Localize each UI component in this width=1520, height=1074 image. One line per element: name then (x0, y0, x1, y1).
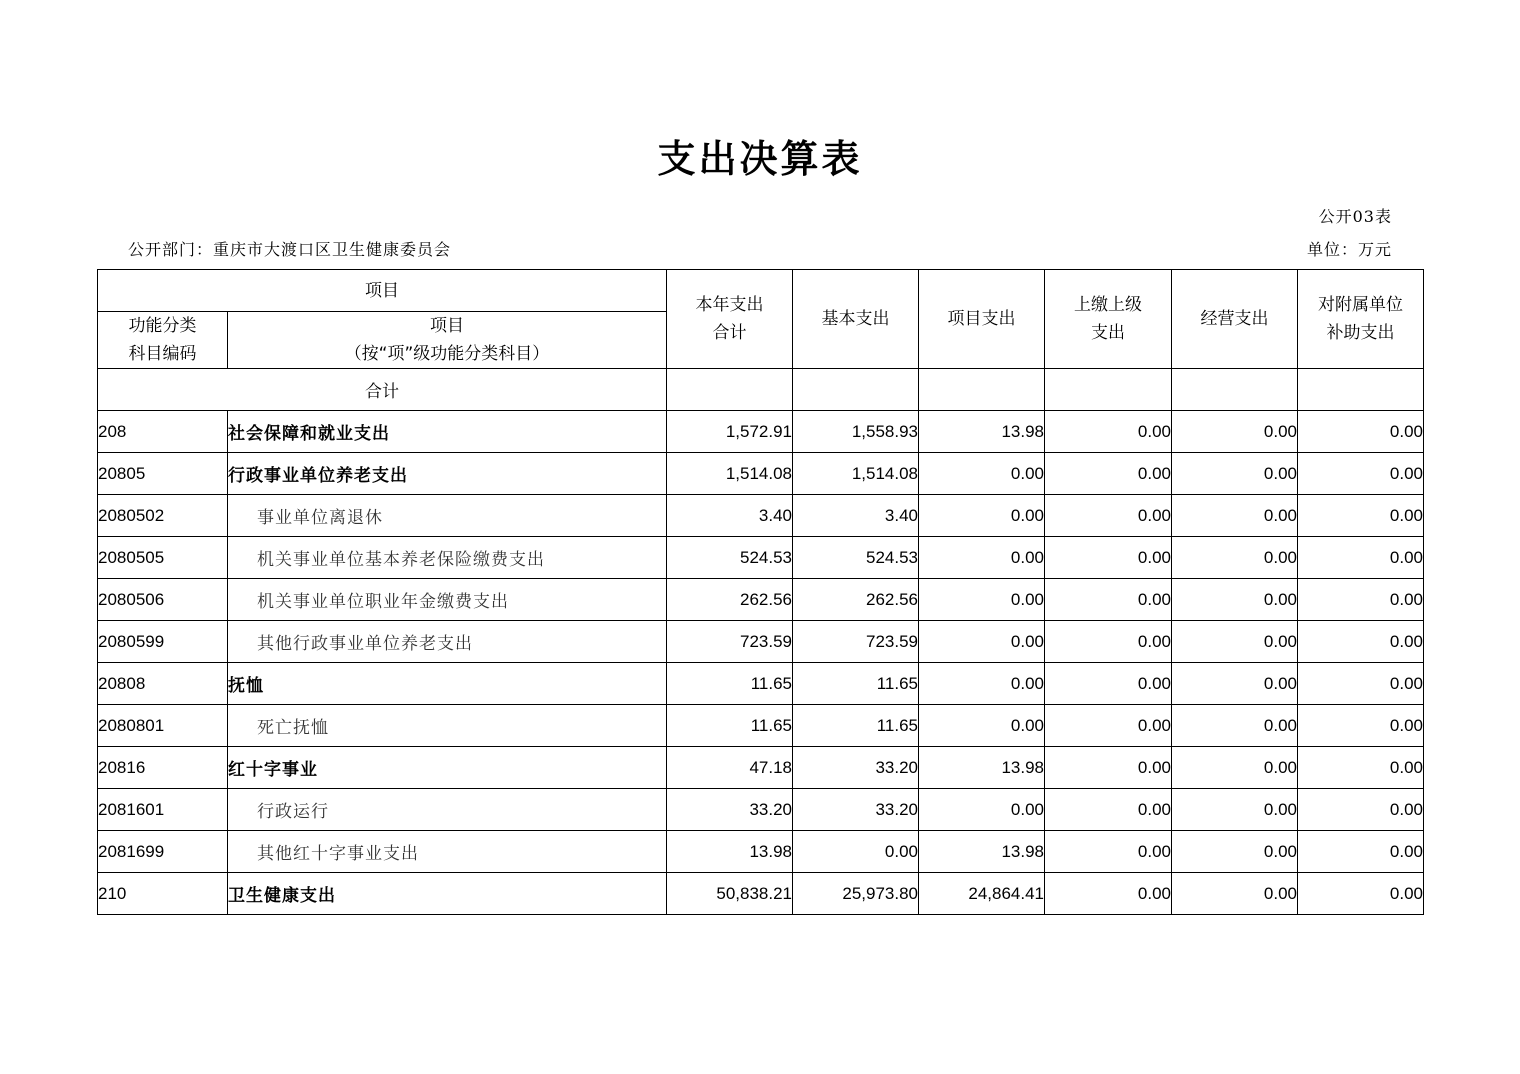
basic-cell: 723.59 (793, 621, 919, 663)
subsidy-cell: 0.00 (1298, 495, 1424, 537)
upper-cell: 0.00 (1045, 789, 1172, 831)
item-name-cell: 其他红十字事业支出 (228, 831, 667, 873)
code-cell: 2080502 (98, 495, 228, 537)
header-total: 本年支出 合计 (667, 270, 793, 369)
item-name-cell: 行政运行 (228, 789, 667, 831)
basic-cell: 3.40 (793, 495, 919, 537)
table-row (98, 789, 1424, 831)
upper-cell: 0.00 (1045, 453, 1172, 495)
upper-cell (1045, 369, 1172, 411)
code-cell: 210 (98, 873, 228, 915)
header-subsidy: 对附属单位 补助支出 (1298, 270, 1424, 369)
total-cell: 47.18 (667, 747, 793, 789)
subsidy-cell: 0.00 (1298, 873, 1424, 915)
business-cell: 0.00 (1172, 579, 1298, 621)
total-label: 合计 (98, 369, 667, 411)
total-cell: 3.40 (667, 495, 793, 537)
basic-cell: 0.00 (793, 831, 919, 873)
table-row (98, 831, 1424, 873)
total-row (98, 369, 1424, 411)
upper-cell: 0.00 (1045, 747, 1172, 789)
total-cell: 11.65 (667, 705, 793, 747)
table-row (98, 579, 1424, 621)
item-name-cell: 事业单位离退休 (228, 495, 667, 537)
total-cell: 50,838.21 (667, 873, 793, 915)
header-code: 功能分类 科目编码 (98, 312, 228, 369)
item-name-cell: 行政事业单位养老支出 (228, 453, 667, 495)
upper-cell: 0.00 (1045, 537, 1172, 579)
business-cell: 0.00 (1172, 495, 1298, 537)
project-cell: 0.00 (919, 495, 1045, 537)
subsidy-cell: 0.00 (1298, 663, 1424, 705)
upper-cell: 0.00 (1045, 705, 1172, 747)
table-row (98, 537, 1424, 579)
table-row (98, 747, 1424, 789)
subsidy-cell: 0.00 (1298, 789, 1424, 831)
total-cell: 13.98 (667, 831, 793, 873)
basic-cell: 1,558.93 (793, 411, 919, 453)
code-cell: 20808 (98, 663, 228, 705)
page-title: 支出决算表 (657, 137, 863, 181)
total-cell (667, 369, 793, 411)
upper-cell: 0.00 (1045, 495, 1172, 537)
total-cell: 1,572.91 (667, 411, 793, 453)
subsidy-cell: 0.00 (1298, 411, 1424, 453)
basic-cell: 11.65 (793, 705, 919, 747)
item-name-cell: 抚恤 (228, 663, 667, 705)
item-name-cell: 红十字事业 (228, 747, 667, 789)
basic-cell: 33.20 (793, 747, 919, 789)
upper-cell: 0.00 (1045, 831, 1172, 873)
subsidy-cell (1298, 369, 1424, 411)
project-cell: 13.98 (919, 411, 1045, 453)
project-cell: 0.00 (919, 537, 1045, 579)
subsidy-cell: 0.00 (1298, 747, 1424, 789)
table-row (98, 705, 1424, 747)
header-basic: 基本支出 (793, 270, 919, 369)
item-name-cell: 死亡抚恤 (228, 705, 667, 747)
basic-cell (793, 369, 919, 411)
project-cell: 13.98 (919, 747, 1045, 789)
table-row (98, 663, 1424, 705)
code-cell: 2080505 (98, 537, 228, 579)
business-cell: 0.00 (1172, 789, 1298, 831)
basic-cell: 524.53 (793, 537, 919, 579)
upper-cell: 0.00 (1045, 663, 1172, 705)
table-row (98, 411, 1424, 453)
table-row (98, 453, 1424, 495)
upper-cell: 0.00 (1045, 579, 1172, 621)
business-cell: 0.00 (1172, 453, 1298, 495)
total-cell: 11.65 (667, 663, 793, 705)
table-row (98, 495, 1424, 537)
subsidy-cell: 0.00 (1298, 831, 1424, 873)
item-name-cell: 其他行政事业单位养老支出 (228, 621, 667, 663)
form-number: 公开03表 (1318, 207, 1392, 226)
project-cell: 24,864.41 (919, 873, 1045, 915)
business-cell: 0.00 (1172, 747, 1298, 789)
subsidy-cell: 0.00 (1298, 621, 1424, 663)
code-cell: 20816 (98, 747, 228, 789)
unit-label: 单位：万元 (1306, 240, 1392, 259)
basic-cell: 1,514.08 (793, 453, 919, 495)
project-cell: 0.00 (919, 453, 1045, 495)
total-cell: 1,514.08 (667, 453, 793, 495)
business-cell: 0.00 (1172, 873, 1298, 915)
code-cell: 208 (98, 411, 228, 453)
item-name-cell: 机关事业单位职业年金缴费支出 (228, 579, 667, 621)
total-cell: 262.56 (667, 579, 793, 621)
code-cell: 2080801 (98, 705, 228, 747)
business-cell: 0.00 (1172, 411, 1298, 453)
total-cell: 524.53 (667, 537, 793, 579)
code-cell: 2080599 (98, 621, 228, 663)
subsidy-cell: 0.00 (1298, 537, 1424, 579)
business-cell: 0.00 (1172, 705, 1298, 747)
header-project: 项目支出 (919, 270, 1045, 369)
header-name: 项目 （按“项”级功能分类科目） (228, 312, 667, 369)
total-cell: 723.59 (667, 621, 793, 663)
item-name-cell: 机关事业单位基本养老保险缴费支出 (228, 537, 667, 579)
code-cell: 2081699 (98, 831, 228, 873)
code-cell: 2080506 (98, 579, 228, 621)
business-cell: 0.00 (1172, 831, 1298, 873)
header-upper: 上缴上级 支出 (1045, 270, 1172, 369)
project-cell: 0.00 (919, 621, 1045, 663)
upper-cell: 0.00 (1045, 873, 1172, 915)
header-item-group: 项目 (98, 270, 667, 312)
table-row (98, 621, 1424, 663)
basic-cell: 25,973.80 (793, 873, 919, 915)
business-cell: 0.00 (1172, 537, 1298, 579)
project-cell: 0.00 (919, 789, 1045, 831)
header-business: 经营支出 (1172, 270, 1298, 369)
basic-cell: 33.20 (793, 789, 919, 831)
subsidy-cell: 0.00 (1298, 453, 1424, 495)
subsidy-cell: 0.00 (1298, 705, 1424, 747)
business-cell: 0.00 (1172, 621, 1298, 663)
department-label: 公开部门：重庆市大渡口区卫生健康委员会 (128, 240, 452, 259)
upper-cell: 0.00 (1045, 621, 1172, 663)
upper-cell: 0.00 (1045, 411, 1172, 453)
project-cell: 13.98 (919, 831, 1045, 873)
item-name-cell: 社会保障和就业支出 (228, 411, 667, 453)
subsidy-cell: 0.00 (1298, 579, 1424, 621)
basic-cell: 11.65 (793, 663, 919, 705)
code-cell: 20805 (98, 453, 228, 495)
project-cell: 0.00 (919, 663, 1045, 705)
expenditure-table (97, 269, 1424, 915)
business-cell (1172, 369, 1298, 411)
code-cell: 2081601 (98, 789, 228, 831)
total-cell: 33.20 (667, 789, 793, 831)
project-cell: 0.00 (919, 705, 1045, 747)
item-name-cell: 卫生健康支出 (228, 873, 667, 915)
project-cell (919, 369, 1045, 411)
basic-cell: 262.56 (793, 579, 919, 621)
business-cell: 0.00 (1172, 663, 1298, 705)
table-row (98, 873, 1424, 915)
project-cell: 0.00 (919, 579, 1045, 621)
